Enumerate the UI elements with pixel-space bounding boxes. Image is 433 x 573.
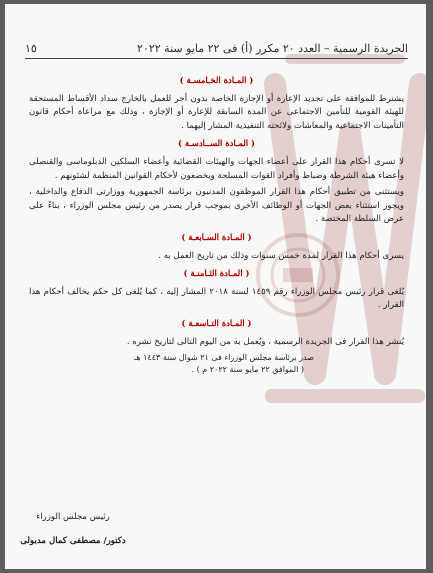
article-7 xyxy=(29,231,404,263)
article-heading: ( المـادة الخـامسـة ) xyxy=(179,75,254,85)
article-paragraph: يشترط للموافقة على تجديد الإعارة أو الإجازة الخاصة بدون أجر للعمل بالخارج سداد الأقساط المستحقة للهيئة القومية للتأمين الاجتماعى عن المدة السابقة للإعارة أو الإجازة ، وذلك مع مراعاة أحكام قانون التأمينات الاجتماعية والمعاشات ولائحته التنفيذية المشار إليهما . xyxy=(29,93,404,131)
signature-block xyxy=(8,512,138,546)
article-paragraph: يُلغى قرار رئيس مجلس الوزراء رقم ١٤٥٩ لسنة ٢٠١٨ المشار إليه ، كما يُلغى كل حكم يخالف أحكام هذا القرار . xyxy=(29,286,404,311)
article-5 xyxy=(29,74,404,133)
article-6 xyxy=(29,137,404,227)
page-number: ١٥ xyxy=(25,41,37,55)
article-8 xyxy=(29,267,404,313)
article-paragraph: ويستثنى من تطبيق أحكام هذا القرار الموظفون المدنيون برئاسة الجمهورية ووزارتى الدفاع والداخلية ، ويجوز استثناء بعض الجهات أو الوظائف الأخرى بموجب قرار يصدر من رئيس مجلس الوزراء ، بناءً على عرض السلطة المختصة . xyxy=(29,187,404,225)
document-body xyxy=(29,70,404,376)
issue-date-gregorian: ( الموافق ٢٢ مايو سنة ٢٠٢٢ م ) . xyxy=(191,365,304,375)
article-heading: ( المـادة الســادسـة ) xyxy=(177,138,255,149)
issue-date-hijri: صدر برئاسة مجلس الوزراء فى ٢١ شوال سنة ١٤٤٣ هـ xyxy=(134,353,314,363)
document-page xyxy=(5,4,426,569)
signature-name: دكتور/ مصطفى كمال مدبولى xyxy=(20,536,126,546)
article-heading: ( المـادة السـابعـة ) xyxy=(181,231,252,242)
header-title: الجريدة الرسمية – العدد ٢٠ مكرر (أ) فى ٢٢ مايو سنة ٢٠٢٢ xyxy=(137,41,408,55)
article-paragraph: لا تسرى أحكام هذا القرار على أعضاء الجهات والهيئات القضائية وأعضاء السلكين الدبلوماسى والقنصلى وأعضاء هيئة الشرطة وضباط وأفراد القوات المسلحة ويخضعون لأحكام القوانين المنظمة لشئونهم . xyxy=(29,156,404,181)
article-heading: ( المـادة الثـامنـة ) xyxy=(183,268,250,279)
header-rule xyxy=(25,58,408,59)
signature-title: رئيس مجلس الوزراء xyxy=(36,512,110,522)
page-header xyxy=(25,40,408,56)
article-paragraph: يسرى أحكام هذا القرار لمدة خمس سنوات وذلك من تاريخ العمل به . xyxy=(158,250,404,261)
article-paragraph: يُنشر هذا القرار فى الجريدة الرسمية ، ويُعمل به من اليوم التالى لتاريخ نشره . xyxy=(126,336,404,347)
article-heading: ( المـادة التـاسعـة ) xyxy=(181,317,252,328)
article-9 xyxy=(29,317,404,349)
